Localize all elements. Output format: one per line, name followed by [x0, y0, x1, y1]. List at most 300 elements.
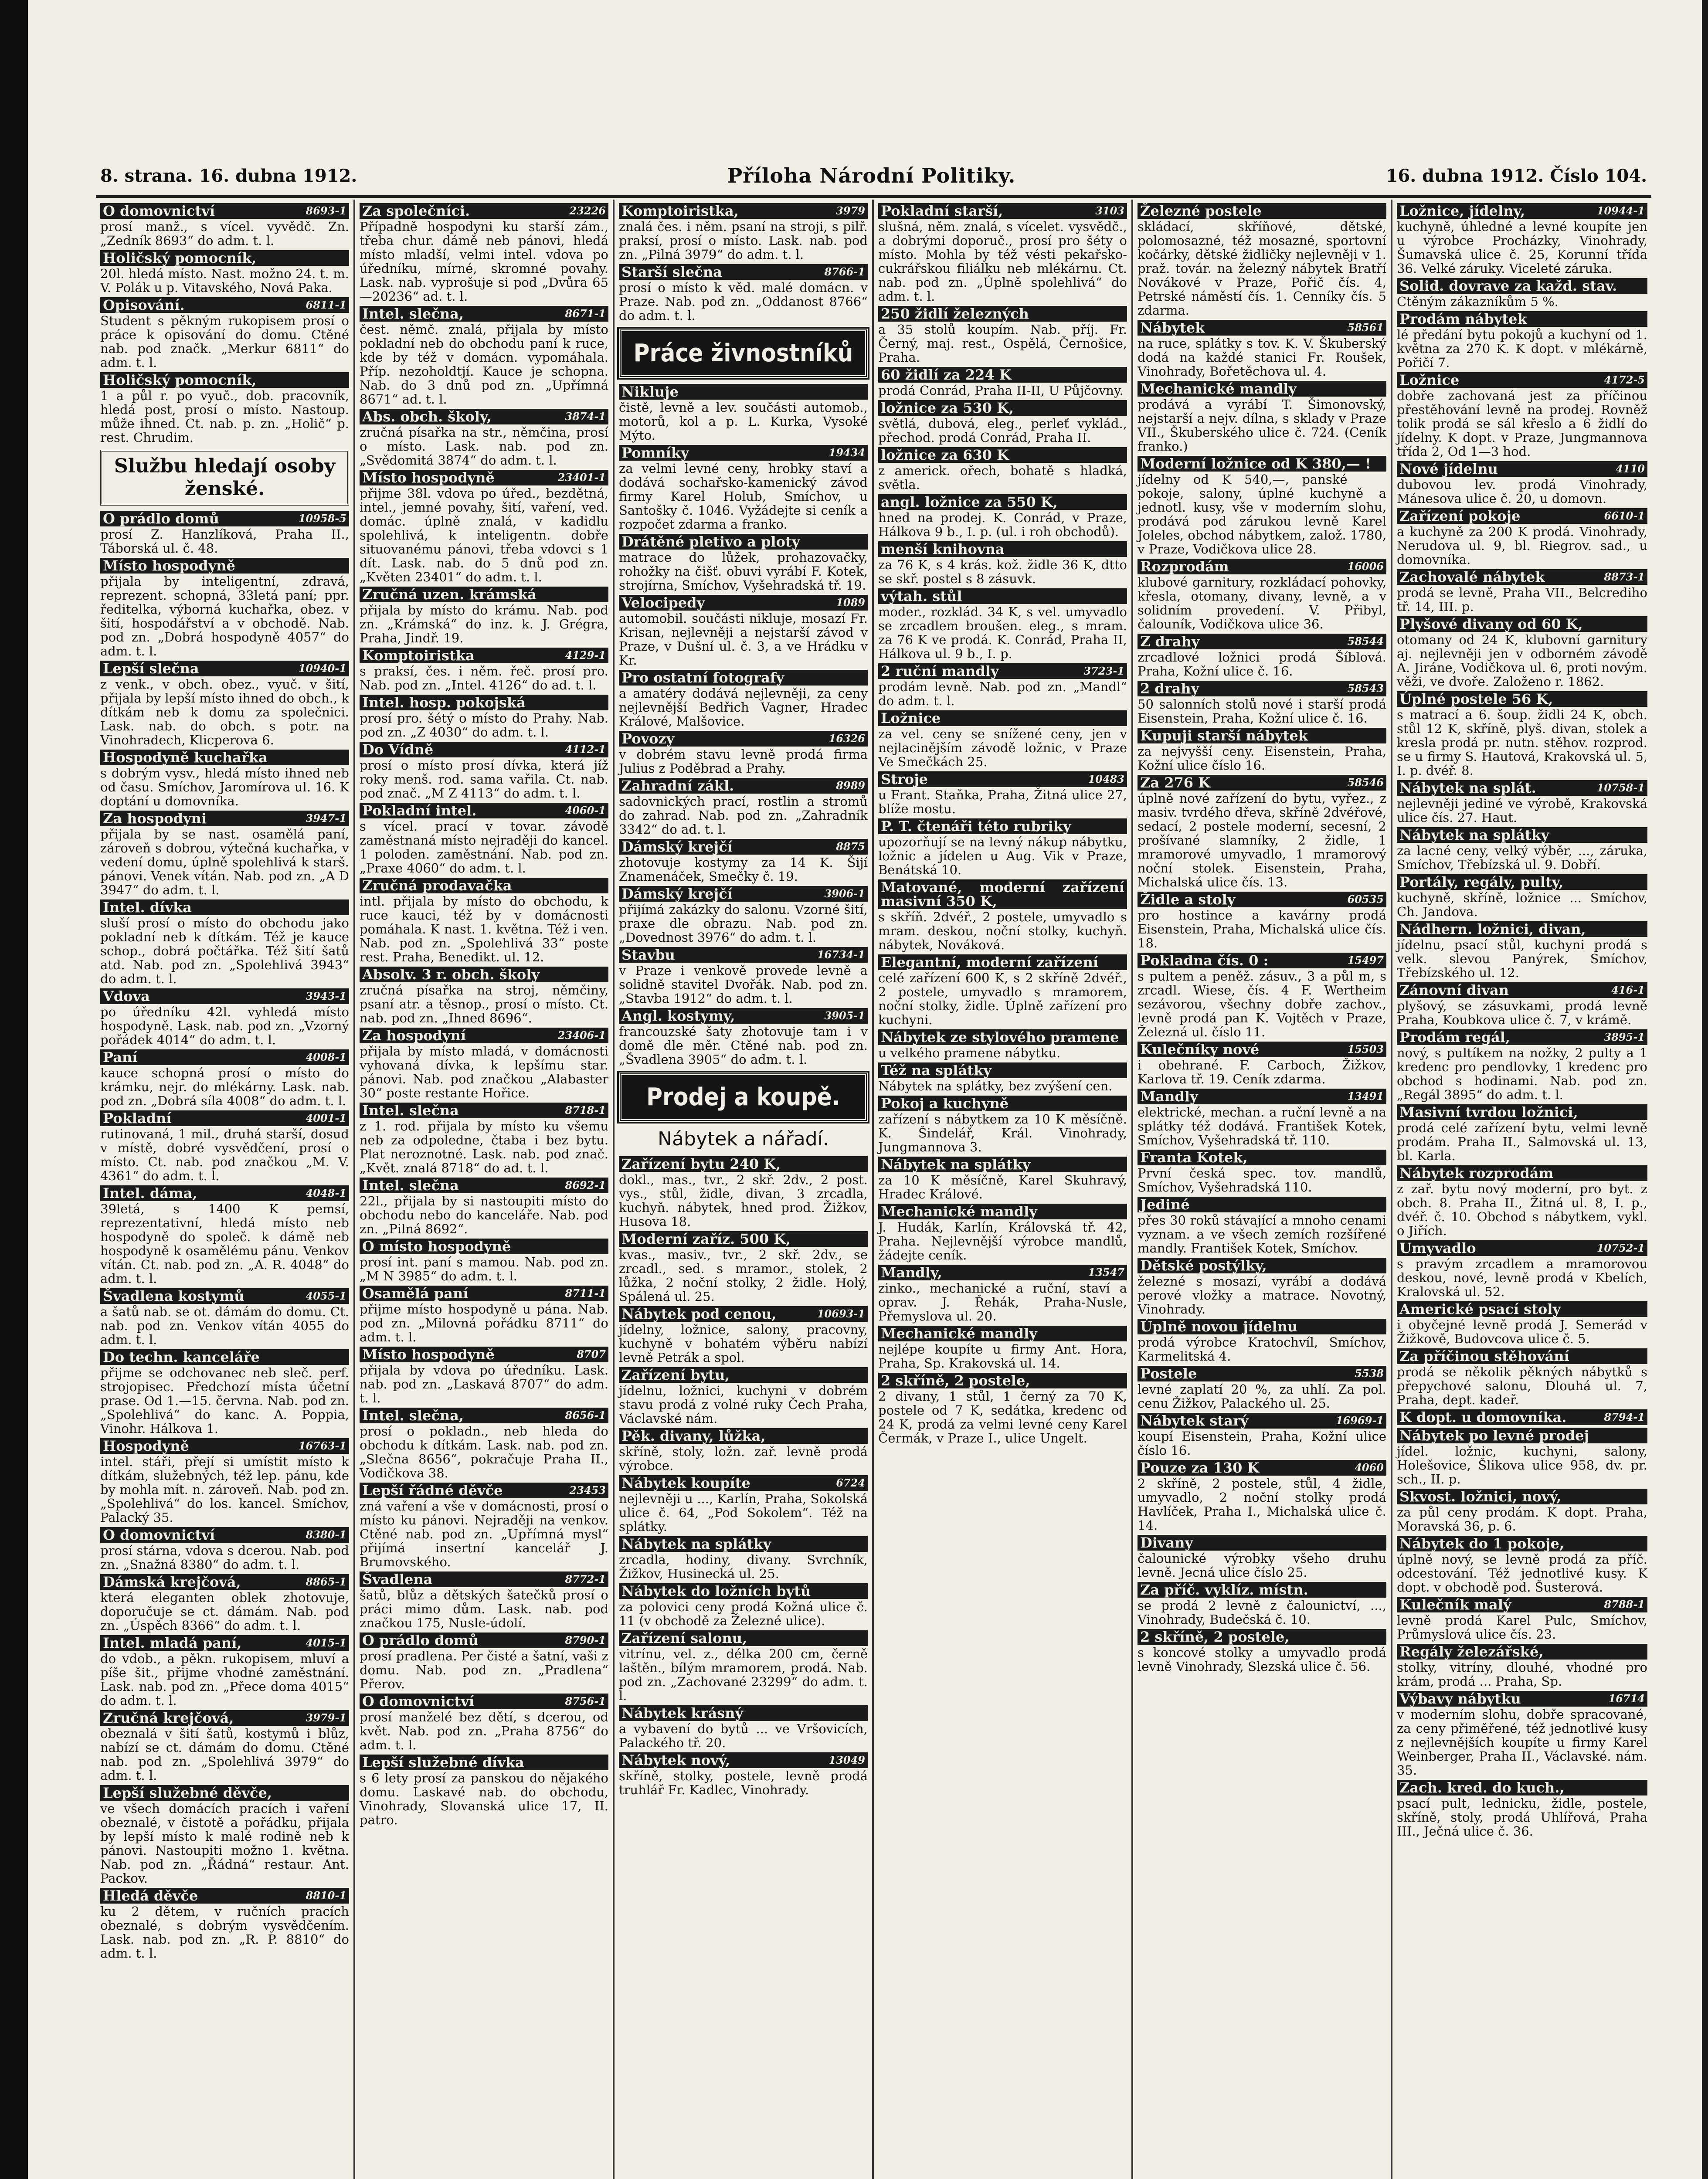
classified-ad — [1397, 1780, 1647, 1838]
classified-ad — [360, 742, 608, 800]
classified-ad — [619, 1752, 868, 1797]
classified-ad — [100, 1635, 349, 1707]
classified-ad — [619, 203, 868, 261]
ad-headline: Židle a stoly 60535 — [1138, 892, 1386, 907]
ad-headline: výtah. stůl — [878, 588, 1127, 604]
ad-number: 19434 — [829, 446, 865, 459]
ad-headline: Hospodyně 16763-1 — [100, 1438, 349, 1454]
ad-headline: Dámský krejčí 3906-1 — [619, 886, 868, 902]
classified-ad — [1397, 461, 1647, 506]
ad-headline: Prodám regál, 3895-1 — [1397, 1029, 1647, 1045]
ad-headline: Zařízení bytu 240 K, — [619, 1156, 868, 1172]
ad-headline: Zachovalé nábytek 8873-1 — [1397, 569, 1647, 585]
ad-headline: Komptoiristka, 3979 — [619, 203, 868, 219]
classified-ad — [1397, 372, 1647, 458]
classified-ad — [878, 1265, 1127, 1323]
ad-number: 3979 — [836, 204, 865, 217]
ad-body: v moderním slohu, dobře spracované, za ceny přiměřené, též jednotlivé kusy z nejlevnějších koupíte u firmy Karel Weinberger, Praha II., Václavské. nám. 35. — [1397, 1707, 1647, 1778]
ad-body: s praksí, čes. i něm. řeč. prosí pro. Nab. pod zn. „Intel. 4126“ do ad. t. l. — [360, 664, 608, 692]
ad-number: 10693-1 — [817, 1307, 865, 1320]
ad-headline: Prodám nábytek — [1397, 311, 1647, 327]
ad-headline: Zařízení pokoje 6610-1 — [1397, 508, 1647, 524]
ad-headline: Za společníci. 23226 — [360, 203, 608, 219]
ad-body: a 35 stolů koupím. Nab. příj. Fr. Černý, maj. rest., Ospělá, Černošice, Praha. — [878, 322, 1127, 365]
ad-headline: Pokladní starší, 3103 — [878, 203, 1127, 219]
ad-headline: Za 276 K 58546 — [1138, 775, 1386, 791]
ad-headline: Nábytek pod cenou, 10693-1 — [619, 1306, 868, 1322]
ad-number: 4110 — [1616, 462, 1645, 475]
ad-headline: Moderní zaříz. 500 K, — [619, 1231, 868, 1247]
classified-ad — [1397, 1409, 1647, 1425]
ad-number: 8794-1 — [1604, 1411, 1645, 1423]
ad-body: intel. stáři, přejí si umístit místo k dítkám, služebných, též lep. pánu, kde by mohla mít. n. zároveň. Nab. pod zn. „Spolehlivá“ do los. kancel. Smíchov, Palacký 35. — [100, 1454, 349, 1525]
ad-body: skříně, stolky, postele, levně prodá truhlář Fr. Kadlec, Vinohrady. — [619, 1768, 868, 1797]
ad-body: prosí manželé bez dětí, s dcerou, od květ. Nab. pod zn. „Praha 8756“ do adm. t. l. — [360, 1710, 608, 1752]
ad-headline: Vdova 3943-1 — [100, 988, 349, 1004]
classified-ad — [619, 534, 868, 592]
classified-ad — [1397, 569, 1647, 614]
ad-body: a šatů nab. se ot. dámám do domu. Ct. nab. pod zn. Venkov vítán 4055 do adm. t. l. — [100, 1304, 349, 1347]
classified-ad — [1138, 320, 1386, 378]
ad-headline: Intel. slečna, 8671-1 — [360, 306, 608, 322]
ad-number: 3905-1 — [824, 1009, 865, 1022]
column-3 — [615, 200, 874, 2179]
classified-ad — [360, 306, 608, 406]
classified-ad — [619, 1536, 868, 1581]
ad-headline: Též na splátky — [878, 1062, 1127, 1078]
ad-headline: Intel. dáma, 4048-1 — [100, 1185, 349, 1201]
ad-body: nejlépe koupíte u firmy Ant. Hora, Praha, Sp. Krakovská ul. 14. — [878, 1342, 1127, 1371]
ad-headline: Nábytek na splátky — [1397, 827, 1647, 843]
ad-number: 60535 — [1347, 893, 1384, 906]
ad-headline: Zručná uzen. krámská — [360, 587, 608, 602]
ad-body: za 76 K, s 4 krás. kož. židle 36 K, dtto se skř. postel s 8 zásuvk. — [878, 557, 1127, 586]
classified-ad — [1138, 1197, 1386, 1255]
classified-ad — [100, 1527, 349, 1571]
ad-headline: Švadlena kostymů 4055-1 — [100, 1288, 349, 1304]
ad-number: 16734-1 — [817, 948, 865, 961]
classified-ad — [1138, 1319, 1386, 1363]
ad-headline: Nábytek po levné prodej — [1397, 1428, 1647, 1443]
classified-ad — [100, 558, 349, 658]
classified-ad — [360, 878, 608, 964]
ad-headline: Osamělá paní 8711-1 — [360, 1286, 608, 1301]
classified-ad — [100, 1110, 349, 1183]
classified-ad — [878, 879, 1127, 952]
ad-number: 16006 — [1347, 560, 1384, 573]
ad-body: 22l., přijala by si nastoupiti místo do obchodu nebo do kanceláře. Nab. pod zn. „Pilná 8692“. — [360, 1194, 608, 1236]
ad-body: levné zaplatí 20 %, za uhlí. Za pol. cenu Žižkov, Palackého ul. 25. — [1138, 1382, 1386, 1411]
ad-body: upozorňují se na levný nákup nábytku, ložnic a jídelen u Aug. Vik v Praze, Benátská 10. — [878, 835, 1127, 877]
ad-headline: Zařízení salonu, — [619, 1630, 868, 1646]
ad-body: do vdob., a pěkn. rukopisem, mluví a píše šit., přijme vhodné zaměstnání. Lask. nab. pod zn. „Přece doma 4015“ do adm. t. l. — [100, 1651, 349, 1708]
ad-headline: O domovnictví 8380-1 — [100, 1527, 349, 1543]
ad-headline: Nábytek do ložních bytů — [619, 1583, 868, 1599]
ad-body: za nejvyšší ceny. Eisenstein, Praha, Kožní ulice číslo 16. — [1138, 744, 1386, 773]
classified-ad — [360, 695, 608, 739]
ad-body: 2 divany, 1 stůl, 1 černý za 70 K, postele od 7 K, sedátka, kredenc od 24 K, prodá za velmi levné ceny Karel Čermák, v Praze I., ulice Ungelt. — [878, 1389, 1127, 1446]
ad-body: zařízení s nábytkem za 10 K měsíčně. K. Šindelář, Král. Vinohrady, Jungmannova 3. — [878, 1112, 1127, 1154]
classified-ad — [878, 1326, 1127, 1370]
ad-headline: P. T. čtenáři této rubriky — [878, 818, 1127, 834]
ad-body: psací pult, lednicku, židle, postele, skříně, stoly, prodá Uhlířová, Praha III., Ječná ulice č. 36. — [1397, 1796, 1647, 1839]
classified-ad — [360, 1483, 608, 1569]
ad-body: prosí int. paní s mamou. Nab. pod zn. „M N 3985“ do adm. t. l. — [360, 1255, 608, 1283]
ad-headline: Výbavy nábytku 16714 — [1397, 1691, 1647, 1707]
classified-ad — [878, 1157, 1127, 1201]
ad-number: 8865-1 — [306, 1575, 346, 1588]
classified-ad — [878, 1062, 1127, 1093]
ad-headline: Úplné postele 56 K, — [1397, 691, 1647, 707]
ad-body: francouzské šaty zhotovuje tam i v domě dle měr. Ctěné nab. pod zn. „Švadlena 3905“ do adm. t. l. — [619, 1024, 868, 1067]
ad-number: 8810-1 — [306, 1889, 346, 1902]
ad-body: u velkého pramene nábytku. — [878, 1045, 1061, 1060]
ad-headline: Ložnice — [878, 710, 1127, 726]
ad-headline: Intel. slečna, 8656-1 — [360, 1408, 608, 1423]
ad-headline: Stavbu 16734-1 — [619, 947, 868, 963]
classified-ad — [619, 947, 868, 1005]
classified-ad — [619, 1428, 868, 1473]
ad-body: kauce schopná prosí o místo do krámku, nejr. do mlékárny. Lask. nab. pod zn. „Dobrá síla 4008“ do adm. t. l. — [100, 1066, 349, 1108]
ad-body: a kuchyně za 200 K prodá. Vinohrady, Nerudova ul. 9, bl. Riegrov. sad., u domovníka. — [1397, 524, 1647, 567]
ad-body: skládací, skříňové, dětské, polomosazné, též mosazné, sportovní kočárky, dětské židličky nejlevněji v 1. praž. továr. na železný nábytek Bratří Novákové v Praze, Pořič čís. 4, Petrské náměstí čís. 1. Cenníky čís. 5 zdarma. — [1138, 219, 1386, 318]
classified-ad — [1138, 681, 1386, 725]
ad-headline: Plyšové divany od 60 K, — [1397, 616, 1647, 632]
ad-body: matrace do lůžek, prohazovačky, rohožky na čišť. obuvi vyrábí F. Kotek, strojírna, Smíchov, Vyšehradská tř. 19. — [619, 550, 868, 593]
ad-headline: Zručná krejčová, 3979-1 — [100, 1710, 349, 1726]
ad-headline: Lepší řádné děvče 23453 — [360, 1483, 608, 1498]
ad-body: 50 salonních stolů nové i starší prodá Eisenstein, Praha, Kožní ulice č. 16. — [1138, 697, 1386, 726]
classified-ad — [1138, 892, 1386, 950]
classified-ad — [360, 967, 608, 1025]
ad-headline: Nábytek na splátky — [619, 1536, 868, 1552]
ad-number: 5538 — [1355, 1367, 1384, 1380]
column-5 — [1133, 200, 1392, 2179]
ad-body: z venk., v obch. obez., vyuč. v šití, přijala by lepší místo ihned do obch., k dítkám neb k domu za společnici. Lask. nab. do obch. s potr. na Vinohradech, Klicperova 6. — [100, 677, 349, 747]
ad-number: 8989 — [836, 779, 865, 792]
ad-headline: Povozy 16326 — [619, 731, 868, 747]
ad-body: přijme 38l. vdova po úřed., bezdětná, intel., jemné povahy, šití, vaření, ved. domác. úplně znalá, v kadidlu spolehlivá, k inteligentn. dobře situovanému pánovi, třeba vdovci s 1 dít. Lask. nab. do 5 dnů pod zn. „Květen 23401“ do adm. t. l. — [360, 486, 608, 584]
classified-ad — [1138, 1629, 1386, 1673]
ad-body: s vícel. prací v tovar. závodě zaměstnaná místo nejraději do kancel. 1 poloden. zaměstnání. Nab. pod zn. „Praxe 4060“ do adm. t. l. — [360, 819, 608, 876]
ad-number: 3103 — [1095, 204, 1124, 217]
classified-ad — [619, 1008, 868, 1066]
ad-number: 8380-1 — [306, 1528, 346, 1541]
ad-headline: Nábytek ze stylového pramene 15807 — [878, 1029, 1127, 1045]
ad-number: 15497 — [1347, 954, 1384, 967]
ad-body: přijímá zakázky do salonu. Vzorné šití, praxe dle obrazu. Nab. pod zn. „Dovednost 3976“ do adm. t. l. — [619, 902, 868, 945]
ad-number: 13491 — [1347, 1090, 1384, 1103]
classified-ad — [878, 203, 1127, 303]
ad-body: s 6 lety prosí za panskou do nějakého domu. Laskavé nab. do obchodu, Vinohrady, Slovanská ulice 17, II. patro. — [360, 1771, 608, 1827]
ad-body: přijala by se nast. osamělá paní, zároveň s dobrou, výtečná kuchařka, v vedení domu, úplně spolehlivá k starš. pánovi. Venek vítán. Nab. pod zn. „A D 3947“ do adm. t. l. — [100, 827, 349, 897]
classified-ad — [1397, 1348, 1647, 1407]
ad-headline: 250 židlí železných — [878, 306, 1127, 322]
ad-number: 10483 — [1088, 773, 1124, 785]
ad-headline: Intel. dívka — [100, 899, 349, 915]
ad-headline: Kulečníky nové 15503 — [1138, 1042, 1386, 1057]
ad-number: 3906-1 — [824, 887, 865, 900]
classified-ad — [619, 264, 868, 322]
ad-number: 1089 — [836, 596, 865, 609]
ad-body: přijme místo hospodyně u pána. Nab. pod zn. „Milovná pořádku 8711“ do adm. t. l. — [360, 1302, 608, 1344]
ad-number: 8756-1 — [565, 1695, 606, 1707]
classified-ad — [100, 297, 349, 370]
ad-body: nový, s pultíkem na nožky, 2 pulty a 1 kredenc pro pendlovky, 1 kredenc pro obchod s hodinami. Nab. pod zn. „Regál 3895“ do adm. t. l. — [1397, 1045, 1647, 1102]
ad-headline: Mechanické mandly — [1138, 381, 1386, 397]
classified-ad — [878, 306, 1127, 364]
ad-body: moder., rozklád. 34 K, s vel. umyvadlo se zrcadlem broušen. eleg., s mram. za 76 K ve prodá. K. Conrád, Praha II, Hálkova ul. 9 b., I. p. — [878, 604, 1127, 661]
ad-number: 13049 — [829, 1754, 865, 1766]
ad-body: intl. přijala by místo do obchodu, k ruce kauci, též by v domácnosti pomáhala. K nast. 1. května. Též i ven. Nab. pod zn. „Spolehlivá 33“ poste rest. Praha, Benedikt. ul. 12. — [360, 894, 608, 964]
ad-body: přijala by místo mladá, v domácnosti vyhovaná dívka, k lepšímu star. pánovi. Nab. pod značkou „Alabaster 30“ poste restante Hořice. — [360, 1044, 608, 1100]
classified-ad — [878, 818, 1127, 877]
subsection-heading: Nábytek a nářadí. — [658, 1128, 829, 1150]
ad-headline: Franta Kotek, — [1138, 1150, 1386, 1165]
ad-headline: Mechanické mandly — [878, 1204, 1127, 1219]
classified-ad — [1397, 1536, 1647, 1594]
classified-ad — [878, 663, 1127, 708]
ad-number: 16714 — [1608, 1692, 1645, 1705]
ad-number: 58543 — [1347, 682, 1384, 695]
section-heading: Službu hledají osoby ženské. — [100, 450, 349, 506]
ad-body: za polovici ceny prodá Kožná ulice č. 11 (v obchodě za Železné ulice). — [619, 1599, 868, 1628]
classified-ad — [619, 1306, 868, 1364]
classified-ad — [878, 1204, 1127, 1262]
ad-headline: Zahradní zákl. 8989 — [619, 778, 868, 794]
ad-body: s matrací a 6. šoup. židli 24 K, obch. stůl 12 K, skříně, plyš. divan, stolek a kresla prodá pr. nutn. stěhov. rozprod. se u firmy S. Hautová, Krakovská ul. 5, I. p. dvéř. 8. — [1397, 707, 1647, 778]
ad-body: prosí manž., s vícel. vyvědč. Zn. „Zedník 8693“ do adm. t. l. — [100, 219, 349, 248]
ad-headline: Lepší služebné dívka — [360, 1755, 608, 1770]
ad-number: 10940-1 — [298, 662, 346, 675]
ad-headline: Zach. kred. do kuch., — [1397, 1780, 1647, 1795]
classified-ad — [1397, 982, 1647, 1027]
column-4 — [874, 200, 1133, 2179]
ad-headline: Intel. slečna 8692-1 — [360, 1178, 608, 1193]
ad-headline: Za příčinou stěhování — [1397, 1348, 1647, 1364]
classified-ad — [878, 710, 1127, 769]
page-header — [100, 160, 1647, 191]
ad-number: 23401-1 — [557, 471, 606, 484]
ad-body: za velmi levné ceny, hrobky staví a dodává sochařsko-kamenický závod firmy Karel Holub, Smíchov, u Santošky č. 1046. Vyžádejte si ceník a rozpočet zdarma a franko. — [619, 461, 868, 532]
ad-body: znalá čes. i něm. psaní na stroji, s pilř. praksí, prosí o místo. Lask. nab. pod zn. „Pilná 3979“ do adm. t. l. — [619, 219, 868, 262]
classified-ad — [1397, 1165, 1647, 1238]
ad-number: 3874-1 — [565, 410, 606, 423]
ad-number: 4008-1 — [306, 1051, 346, 1063]
ad-number: 8718-1 — [565, 1104, 606, 1117]
ad-number: 3895-1 — [1604, 1031, 1645, 1043]
ad-body: nejlevněji u ..., Karlín, Praha, Sokolská ulice č. 64, „Pod Sokolem“. Též na splátky. — [619, 1491, 868, 1534]
classified-ad — [360, 1633, 608, 1691]
ad-headline: Umyvadlo 10752-1 — [1397, 1240, 1647, 1256]
classified-ad — [878, 954, 1127, 1027]
ad-headline: Do techn. kanceláře — [100, 1349, 349, 1365]
classified-ad — [100, 203, 349, 248]
ad-number: 8707 — [577, 1348, 606, 1361]
ad-body: sadovnických prací, rostlin a stromů do zahrad. Nab. pod zn. „Zahradník 3342“ do ad. t. l. — [619, 794, 868, 837]
classified-ad — [878, 588, 1127, 661]
ad-headline: Švadlena 8772-1 — [360, 1571, 608, 1587]
ad-headline: Dětské postýlky, — [1138, 1258, 1386, 1273]
ad-headline: Opisování. 6811-1 — [100, 297, 349, 313]
ad-number: 4129-1 — [565, 649, 606, 662]
classified-ad — [1138, 1582, 1386, 1626]
classified-ad — [100, 1710, 349, 1782]
ad-headline: Drátěné pletivo a ploty — [619, 534, 868, 550]
ad-body: kuchyně, úhledné a levné koupíte jen u výrobce Procházky, Vinohrady, Šumavská ulice č. 25, Korunní třída 36. Velké záruky. Viceleté záruka. — [1397, 219, 1647, 276]
ad-body: s pultem a peněž. zásuv., 3 a půl m, s zrcadl. Wiese, čís. 4 F. Wertheim sezávorou, všechny dobře zachov., levně prodá pan K. Vojtěch v Praze, Železná ul. číslo 11. — [1138, 969, 1386, 1039]
classified-ad — [619, 670, 868, 728]
classified-ad — [360, 409, 608, 467]
header-right: 16. dubna 1912. Číslo 104. — [1385, 165, 1647, 186]
ad-number: 58561 — [1347, 321, 1384, 334]
ad-number: 4060 — [1355, 1461, 1384, 1474]
ad-body: s pravým zrcadlem a mramorovou deskou, nové, levně prodá v Kbelích, Kralovská ul. 52. — [1397, 1256, 1647, 1299]
ad-headline: O místo hospodyně — [360, 1239, 608, 1254]
classified-ad — [100, 1349, 349, 1436]
ad-body: prosí o místo prosí dívka, která jíž roky menš. rod. sama vařila. Ct. nab. pod znač. „M Z 4113“ do adm. t. l. — [360, 758, 608, 801]
classified-ad — [360, 1408, 608, 1480]
ad-number: 8671-1 — [565, 307, 606, 320]
ad-body: zrcadla, hodiny, divany. Svrchník, Žižkov, Husinecká ul. 25. — [619, 1552, 868, 1581]
ad-body: a amatéry dodává nejlevněji, za ceny nejlevnější Bedřich Vagner, Hradec Králové, Malšovice. — [619, 686, 868, 729]
ad-number: 6811-1 — [306, 299, 346, 311]
ad-headline: Nábytek starý 16969-1 — [1138, 1413, 1386, 1429]
classified-ad — [1138, 1366, 1386, 1410]
classified-ad — [100, 1288, 349, 1347]
ad-headline: Nábytek na splát. 10758-1 — [1397, 780, 1647, 796]
ad-number: 6724 — [836, 1476, 865, 1489]
ad-headline: Mandly, 13547 — [878, 1265, 1127, 1280]
ad-body: 1 a půl r. po vyuč., dob. pracovník, hledá post, prosí o místo. Nastoup. může ihned. Ct. nab. p. zn. „Holič“ p. rest. Chrudim. — [100, 388, 349, 445]
classified-ad — [878, 541, 1127, 586]
ad-headline: 2 ruční mandly 3723-1 — [878, 663, 1127, 679]
ad-headline: Zánovní divan 416-1 — [1397, 982, 1647, 998]
ad-body: plyšový, se zásuvkami, prodá levně Praha, Koubkova ulice č. 7, v krámě. — [1397, 998, 1647, 1027]
ad-body: ku 2 dětem, v ručních pracích obeznalé, s dobrým vysvědčením. Lask. nab. pod zn. „R. P. 8810“ do adm. t. l. — [100, 1904, 349, 1961]
ad-headline: Místo hospodyně 23401-1 — [360, 470, 608, 485]
ad-body: stolky, vitríny, dlouhé, vhodné pro krám, prodá ... Praha, Sp. — [1397, 1660, 1647, 1689]
ad-body: Ctěným zákazníkům 5 %. — [1397, 294, 1559, 309]
ad-body: přijme se odchovanec neb sleč. perf. strojopisec. Předchozí místa účetní prase. Od 1.—15. června. Nab. pod zn. „Spolehlivá“ do kanc. A. Poppia, Vinohr. Hálkova 1. — [100, 1365, 349, 1436]
section-banner: Prodej a koupě. — [619, 1073, 868, 1122]
ad-headline: Dámská krejčová, 8865-1 — [100, 1574, 349, 1590]
ad-number: 8790-1 — [565, 1634, 606, 1646]
ad-body: světlá, dubová, eleg., perleť vyklád., přechod. prodá Conrád, Praha II. — [878, 416, 1127, 445]
ad-headline: Nábytek koupíte 6724 — [619, 1475, 868, 1491]
ad-number: 8656-1 — [565, 1409, 606, 1422]
ad-headline: Masivní tvrdou ložnici, — [1397, 1104, 1647, 1120]
classified-ad — [1397, 691, 1647, 777]
ad-body: z 1. rod. přijala by místo ku všemu neb za odpoledne, čtaba i bez bytu. Plat neroznotné. Lask. nab. pod znač. „Květ. znalá 8718“ do ad. t. l. — [360, 1119, 608, 1175]
ad-headline: Holičský pomocník, — [100, 372, 349, 388]
ad-headline: Zařízení bytu, — [619, 1367, 868, 1383]
classified-ad — [100, 1574, 349, 1633]
column-6 — [1392, 200, 1652, 2179]
ad-headline: Mandly 13491 — [1138, 1089, 1386, 1104]
classified-ad — [1397, 827, 1647, 872]
ad-body: přijala by vdova po úředníku. Lask. nab. pod zn. „Laskavá 8707“ do adm. t. l. — [360, 1363, 608, 1405]
ad-body: která eleganten oblek zhotovuje, doporučuje se ct. dámám. Nab. pod zn. „Úspěch 8366“ do adm. t. l. — [100, 1590, 349, 1633]
ad-headline: Postele 5538 — [1138, 1366, 1386, 1381]
classified-ad — [878, 1373, 1127, 1445]
ad-body: koupí Eisenstein, Praha, Kožní ulice číslo 16. — [1138, 1429, 1386, 1458]
ad-body: úplně nový, se levně prodá za příč. odcestování. Též jednotlivé kusy. K dopt. v obchodě pod. Šusterová. — [1397, 1552, 1647, 1595]
classified-ad — [1138, 559, 1386, 631]
ad-body: se prodá 2 levně z čalounictví, ..., Vinohrady, Budečská č. 10. — [1138, 1598, 1386, 1627]
ad-body: obeznalá v šití šatů, kostymů i blůz, nabízí se ct. dámám do domu. Ctěné nab. pod zn. „Spolehlivá 3979“ do adm. t. l. — [100, 1726, 349, 1783]
ad-number: 3947-1 — [306, 812, 346, 825]
ad-headline: Skvost. ložnici, nový, — [1397, 1489, 1647, 1504]
ad-number: 10958-5 — [298, 512, 346, 525]
ad-headline: Solid. dovrave za každ. stav. — [1397, 278, 1647, 294]
ad-body: dokl., mas., tvr., 2 skř. 2dv., 2 post. vys., stůl, židle, divan, 3 zrcadla, kuchyň. nábytek, hned prod. Žižkov, Husova 18. — [619, 1172, 868, 1229]
ad-body: a vybavení do bytů ... ve Vršovicích, Palackého tř. 20. — [619, 1721, 868, 1750]
ad-body: zinko., mechanické a ruční, staví a oprav. J. Řehák, Praha-Nusle, Přemyslova ul. 20. — [878, 1281, 1127, 1324]
ad-number: 3979-1 — [306, 1711, 346, 1724]
ad-body: nejlevněji jediné ve výrobě, Krakovská ulice čís. 27. Haut. — [1397, 796, 1647, 825]
ad-body: v dobrém stavu levně prodá firma Julius z Poděbrad a Prahy. — [619, 747, 868, 776]
ad-body: prosí pro. šétý o místo do Prahy. Nab. pod zn. „Z 4030“ do adm. t. l. — [360, 711, 608, 740]
classified-ad — [619, 445, 868, 531]
ad-body: s skříň. 2dvéř., 2 postele, umyvadlo s mram. deskou, noční stolky, kuchyň. nábytek, Nováková. — [878, 910, 1127, 952]
classified-ad — [1138, 728, 1386, 772]
classified-ad — [360, 1239, 608, 1283]
ad-body: na ruce, splátky s tov. K. V. Škuberský dodá na každé stanici Fr. Roušek, Vinohrady, Bořetěchova ul. 4. — [1138, 336, 1386, 379]
classified-ad — [1397, 508, 1647, 567]
ad-body: úplně nové zařízení do bytu, vyřez., z masiv. tvrdého dřeva, skříně 2dvéřové, sedací, 2 postele moderní, secesní, 2 prošívané slamníky, 2 židle, 1 mramorové umyvadlo, 1 mramorový noční stolek. Eisenstein, Praha, Michalská ulice čís. 13. — [1138, 791, 1386, 889]
ad-number: 23226 — [569, 204, 606, 217]
ad-headline: Holičský pomocník, — [100, 250, 349, 266]
classified-ad — [360, 1028, 608, 1100]
ad-number: 23453 — [569, 1484, 606, 1497]
ad-body: lé předání bytu pokojů a kuchyní od 1. května za 270 K. K dopt. v mlékárně, Pořičí 7. — [1397, 327, 1647, 370]
ad-number: 4015-1 — [306, 1636, 346, 1649]
ad-number: 416-1 — [1611, 984, 1645, 996]
classified-ad — [1397, 203, 1647, 275]
ad-number: 6610-1 — [1604, 509, 1645, 522]
classified-ad — [878, 771, 1127, 816]
ad-body: kuchyně, skříně, ložnice ... Smíchov, Ch. Jandova. — [1397, 890, 1647, 919]
ad-headline: Lepší slečna 10940-1 — [100, 661, 349, 676]
classified-ad — [619, 886, 868, 944]
ad-headline: Velocipedy 1089 — [619, 595, 868, 611]
ad-headline: Místo hospodyně — [100, 558, 349, 574]
ad-headline: Paní 4008-1 — [100, 1049, 349, 1065]
ad-body: 2 skříně, 2 postele, stůl, 4 židle, umyvadlo, 2 noční stolky prodá Havlíček, Praha I., Michalská ulice č. 14. — [1138, 1476, 1386, 1533]
ad-body: jídelnu, psací stůl, kuchyni prodá s velk. slevou Panýrek, Smíchov, Třebízského ul. 12. — [1397, 937, 1647, 980]
ad-body: hned na prodej. K. Conrád, v Praze, Hálkova 9 b., I. p. (ul. i roh obchodů). — [878, 510, 1127, 539]
ad-number: 16969-1 — [1335, 1414, 1384, 1427]
classified-ad — [878, 1096, 1127, 1154]
ad-number: 16326 — [829, 732, 865, 745]
ad-headline: O domovnictví 8693-1 — [100, 203, 349, 219]
classified-ad — [878, 400, 1127, 445]
classified-ad — [360, 1178, 608, 1236]
classified-ad — [1397, 780, 1647, 825]
classified-ad — [1397, 311, 1647, 370]
ad-headline: Matované, moderní zařízení masivní 350 K, — [878, 879, 1127, 909]
classified-ad — [100, 1888, 349, 1960]
classified-ad — [360, 470, 608, 584]
ad-body: automobil. součásti nikluje, mosazí Fr. Krisan, nejlevněji a nejstarší závod v Praze, v Dušní ul. č. 3, a ve Hrádku v Kr. — [619, 611, 868, 668]
ad-body: První česká spec. tov. mandlů, Smíchov, Vyšehradská 110. — [1138, 1166, 1386, 1195]
ad-headline: 60 židlí za 224 K — [878, 367, 1127, 383]
ad-headline: Pokladna čís. 0 : 15497 — [1138, 953, 1386, 968]
ad-body: jídelny od K 540,—, panské pokoje, salony, úplné kuchyně a jednotl. kusy, vše v moderním slohu, prodává pod zárukou levně Karel Joleles, obchod nábytkem, založ. 1780, v Praze, Vodičkova ulice 28. — [1138, 472, 1386, 557]
ad-body: s koncové stolky a umyvadlo prodá levně Vinohrady, Slezská ulice č. 56. — [1138, 1645, 1386, 1674]
ad-headline: Do Vídně 4112-1 — [360, 742, 608, 757]
